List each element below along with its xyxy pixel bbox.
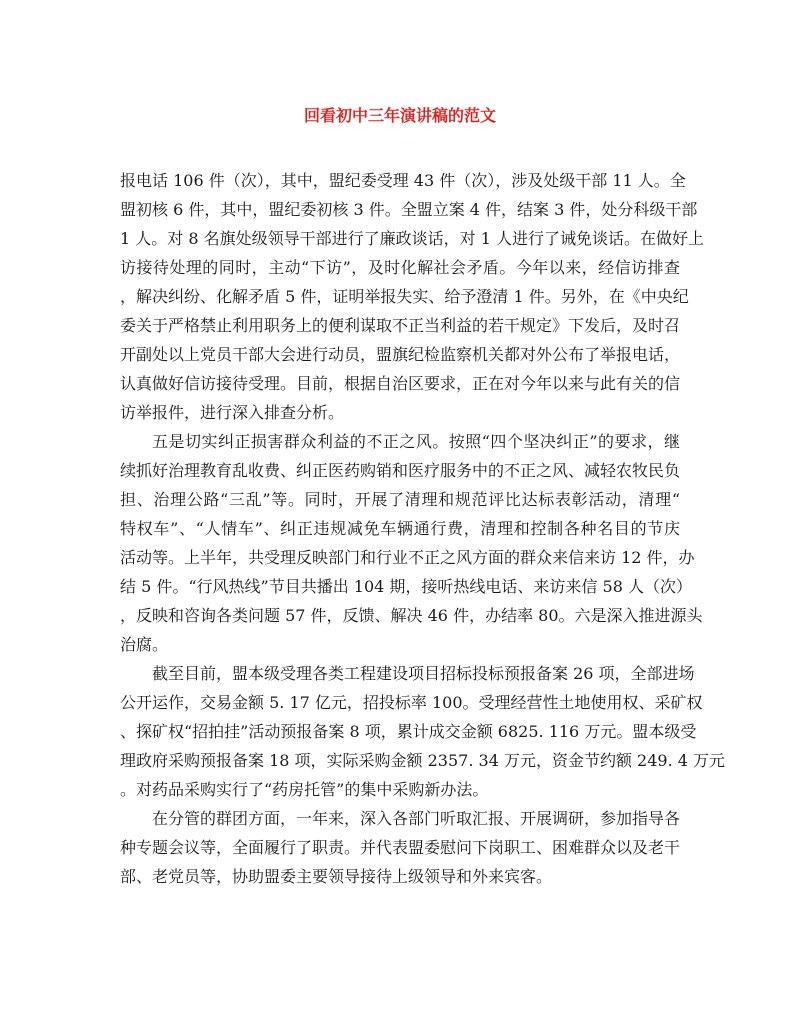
text-line: 委关于严格禁止利用职务上的便利谋取不正当利益的若干规定》下发后，及时召 <box>120 316 681 335</box>
text-line: 担、治理公路“三乱”等。同时，开展了清理和规范评比达标表彰活动，清理“ <box>120 490 680 509</box>
text-line: 续抓好治理教育乱收费、纠正医药购销和医疗服务中的不正之风、减轻农牧民负 <box>120 461 681 480</box>
text-line: 结 5 件。“行风热线”节目共播出 104 期，接听热线电话、来访来信 58 人（次） <box>120 577 692 596</box>
text-line: 1 人。对 8 名旗处级领导干部进行了廉政谈话，对 1 人进行了诫免谈话。在做好上 <box>120 229 704 248</box>
text-line: 、探矿权“招拍挂”活动预报备案 8 项，累计成交金额 6825. 116 万元。盟本级受 <box>120 722 697 741</box>
text-line: 特权车”、“人情车”、纠正违规减免车辆通行费，清理和控制各种名目的节庆 <box>120 519 680 538</box>
text-line: 部、老党员等，协助盟委主要领导接待上级领导和外来宾客。 <box>120 867 553 886</box>
text-line: 报电话 106 件（次），其中，盟纪委受理 43 件（次），涉及处级干部 11 人。全 <box>120 171 686 190</box>
document-title: 回看初中三年演讲稿的范文 <box>303 106 496 125</box>
paragraph-4 <box>120 804 680 891</box>
text-line: ，反映和咨询各类问题 57 件，反馈、解决 46 件，办结率 80。六是深入推进源头 <box>120 606 703 625</box>
paragraph-1 <box>120 166 704 427</box>
text-line: 理政府采购预报备案 18 项，实际采购金额 2357. 34 万元，资金节约额 249. 4 万元 <box>120 751 726 770</box>
text-line: 种专题会议等，全面履行了职责。并代表盟委慰问下岗职工、困难群众以及老干 <box>120 838 681 857</box>
text-line: 盟初核 6 件，其中，盟纪委初核 3 件。全盟立案 4 件，结案 3 件，处分科级干部 <box>120 200 698 219</box>
text-line: 五是切实纠正损害群众利益的不正之风。按照“四个坚决纠正”的要求，继 <box>152 432 680 451</box>
paragraph-3 <box>120 659 726 804</box>
document-body <box>120 166 726 891</box>
text-line: 截至目前，盟本级受理各类工程建设项目招标投标预报备案 26 项，全部进场 <box>152 664 695 683</box>
text-line: 开副处以上党员干部大会进行动员，盟旗纪检监察机关都对外公布了举报电话， <box>120 345 681 364</box>
text-line: 。对药品采购实行了“药房托管”的集中采购新办法。 <box>120 780 489 799</box>
text-line: 在分管的群团方面，一年来，深入各部门听取汇报、开展调研，参加指导各 <box>152 809 681 828</box>
text-line: 访接待处理的同时，主动“下访”，及时化解社会矛盾。今年以来，经信访排查 <box>120 258 680 277</box>
text-line: 访举报件，进行深入排查分析。 <box>120 403 345 422</box>
text-line: 公开运作，交易金额 5. 17 亿元，招投标率 100。受理经营性土地使用权、采矿权 <box>120 693 703 712</box>
text-line: 治腐。 <box>120 635 169 654</box>
paragraph-2 <box>120 427 703 659</box>
text-line: 认真做好信访接待受理。目前，根据自治区要求，正在对今年以来与此有关的信 <box>120 374 681 393</box>
text-line: 活动等。上半年，共受理反映部门和行业不正之风方面的群众来信来访 12 件，办 <box>120 548 695 567</box>
text-line: ，解决纠纷、化解矛盾 5 件，证明举报失实、给予澄清 1 件。另外，在《中央纪 <box>120 287 689 306</box>
